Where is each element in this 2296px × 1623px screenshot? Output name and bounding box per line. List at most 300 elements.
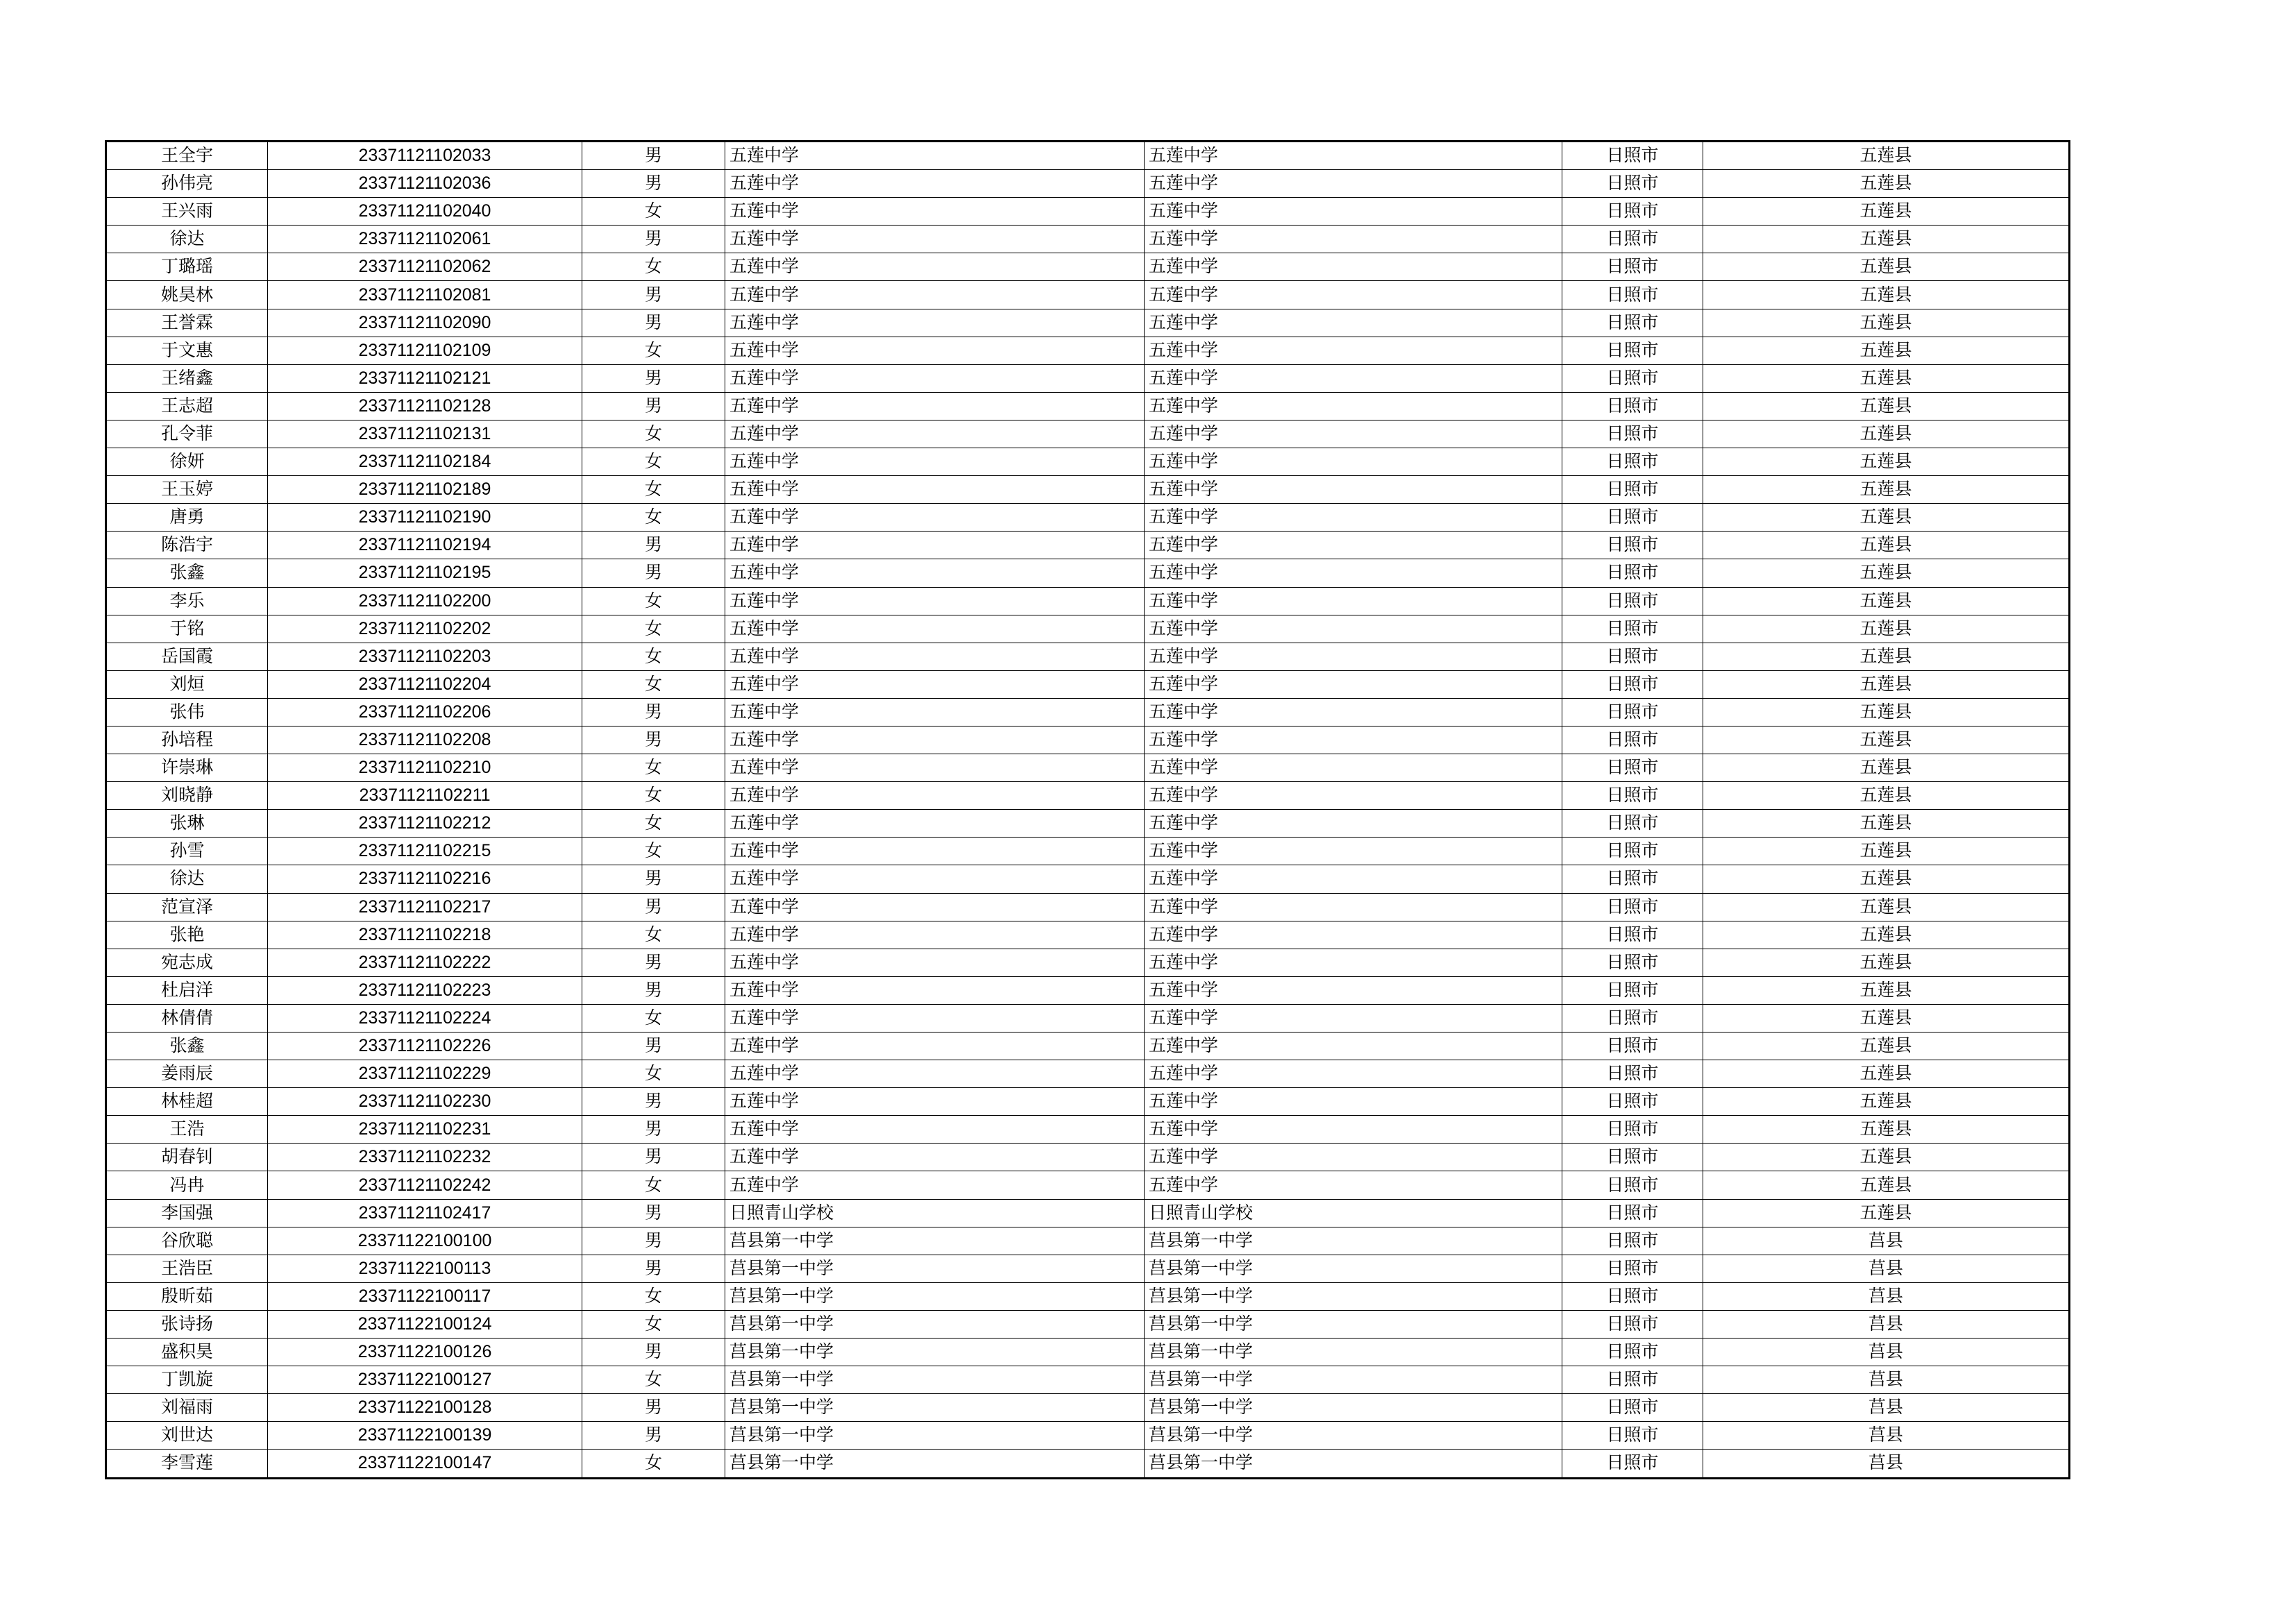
table-row — [106, 1366, 2070, 1394]
cell-sex: 女 — [582, 1366, 725, 1394]
cell-county: 五莲县 — [1703, 1060, 2070, 1088]
cell-school: 五莲中学 — [725, 1171, 1145, 1199]
table-row — [106, 1282, 2070, 1310]
cell-exam: 五莲中学 — [1145, 476, 1562, 504]
table-row — [106, 1144, 2070, 1171]
table-row — [106, 364, 2070, 392]
cell-name: 殷昕茹 — [106, 1282, 268, 1310]
cell-sex: 女 — [582, 1004, 725, 1032]
cell-county: 五莲县 — [1703, 198, 2070, 226]
table-row — [106, 921, 2070, 949]
cell-city: 日照市 — [1562, 615, 1703, 643]
cell-county: 五莲县 — [1703, 142, 2070, 170]
cell-county: 五莲县 — [1703, 921, 2070, 949]
cell-name: 丁璐瑶 — [106, 253, 268, 281]
cell-county: 五莲县 — [1703, 810, 2070, 838]
table-row — [106, 1116, 2070, 1144]
cell-county: 五莲县 — [1703, 587, 2070, 615]
cell-school: 五莲中学 — [725, 1033, 1145, 1060]
cell-id: 23371122100127 — [268, 1366, 582, 1394]
cell-name: 刘烜 — [106, 670, 268, 698]
cell-city: 日照市 — [1562, 754, 1703, 782]
cell-city: 日照市 — [1562, 309, 1703, 337]
cell-city: 日照市 — [1562, 838, 1703, 865]
cell-id: 23371122100113 — [268, 1255, 582, 1282]
cell-school: 五莲中学 — [725, 587, 1145, 615]
cell-city: 日照市 — [1562, 226, 1703, 253]
cell-county: 莒县 — [1703, 1394, 2070, 1422]
cell-name: 孔令菲 — [106, 420, 268, 448]
cell-county: 五莲县 — [1703, 337, 2070, 364]
cell-name: 张鑫 — [106, 1033, 268, 1060]
cell-county: 五莲县 — [1703, 1144, 2070, 1171]
cell-name: 徐达 — [106, 865, 268, 893]
table-row — [106, 559, 2070, 587]
cell-school: 五莲中学 — [725, 698, 1145, 726]
cell-school: 五莲中学 — [725, 142, 1145, 170]
table-row — [106, 309, 2070, 337]
cell-name: 张伟 — [106, 698, 268, 726]
cell-id: 23371121102217 — [268, 893, 582, 921]
cell-exam: 五莲中学 — [1145, 587, 1562, 615]
cell-school: 五莲中学 — [725, 532, 1145, 559]
table-row — [106, 1088, 2070, 1116]
cell-city: 日照市 — [1562, 281, 1703, 309]
cell-sex: 男 — [582, 1227, 725, 1255]
cell-exam: 莒县第一中学 — [1145, 1339, 1562, 1366]
cell-school: 五莲中学 — [725, 420, 1145, 448]
cell-sex: 男 — [582, 281, 725, 309]
cell-exam: 莒县第一中学 — [1145, 1310, 1562, 1338]
cell-exam: 五莲中学 — [1145, 1116, 1562, 1144]
cell-exam: 五莲中学 — [1145, 142, 1562, 170]
cell-sex: 男 — [582, 532, 725, 559]
cell-exam: 五莲中学 — [1145, 364, 1562, 392]
cell-school: 五莲中学 — [725, 253, 1145, 281]
cell-county: 五莲县 — [1703, 949, 2070, 976]
cell-school: 五莲中学 — [725, 504, 1145, 532]
cell-sex: 男 — [582, 865, 725, 893]
table-row — [106, 420, 2070, 448]
cell-city: 日照市 — [1562, 420, 1703, 448]
cell-name: 张诗扬 — [106, 1310, 268, 1338]
cell-sex: 女 — [582, 504, 725, 532]
cell-school: 莒县第一中学 — [725, 1422, 1145, 1450]
cell-city: 日照市 — [1562, 921, 1703, 949]
cell-name: 岳国霞 — [106, 643, 268, 670]
cell-name: 徐达 — [106, 226, 268, 253]
table-row — [106, 754, 2070, 782]
roster-table — [105, 140, 2070, 1479]
cell-id: 23371121102200 — [268, 587, 582, 615]
cell-county: 莒县 — [1703, 1422, 2070, 1450]
cell-county: 五莲县 — [1703, 392, 2070, 420]
cell-exam: 五莲中学 — [1145, 392, 1562, 420]
cell-city: 日照市 — [1562, 1060, 1703, 1088]
cell-city: 日照市 — [1562, 670, 1703, 698]
cell-name: 张琳 — [106, 810, 268, 838]
cell-county: 五莲县 — [1703, 476, 2070, 504]
cell-name: 许崇琳 — [106, 754, 268, 782]
cell-county: 五莲县 — [1703, 698, 2070, 726]
table-row — [106, 976, 2070, 1004]
cell-school: 五莲中学 — [725, 893, 1145, 921]
table-row — [106, 838, 2070, 865]
cell-sex: 女 — [582, 253, 725, 281]
cell-name: 张艳 — [106, 921, 268, 949]
cell-sex: 男 — [582, 1116, 725, 1144]
table-row — [106, 1060, 2070, 1088]
cell-school: 五莲中学 — [725, 309, 1145, 337]
roster-sheet — [105, 140, 2068, 1479]
cell-school: 五莲中学 — [725, 198, 1145, 226]
cell-exam: 五莲中学 — [1145, 670, 1562, 698]
cell-name: 于铭 — [106, 615, 268, 643]
cell-name: 李雪莲 — [106, 1450, 268, 1478]
cell-school: 莒县第一中学 — [725, 1339, 1145, 1366]
cell-exam: 五莲中学 — [1145, 198, 1562, 226]
cell-name: 李国强 — [106, 1199, 268, 1227]
cell-school: 五莲中学 — [725, 448, 1145, 476]
cell-sex: 女 — [582, 1450, 725, 1478]
cell-city: 日照市 — [1562, 253, 1703, 281]
cell-school: 莒县第一中学 — [725, 1310, 1145, 1338]
cell-name: 姜雨辰 — [106, 1060, 268, 1088]
cell-sex: 女 — [582, 670, 725, 698]
cell-name: 宛志成 — [106, 949, 268, 976]
cell-id: 23371121102242 — [268, 1171, 582, 1199]
cell-school: 莒县第一中学 — [725, 1450, 1145, 1478]
table-row — [106, 1227, 2070, 1255]
cell-city: 日照市 — [1562, 893, 1703, 921]
cell-id: 23371121102224 — [268, 1004, 582, 1032]
cell-county: 五莲县 — [1703, 1033, 2070, 1060]
cell-id: 23371121102131 — [268, 420, 582, 448]
cell-exam: 五莲中学 — [1145, 504, 1562, 532]
table-row — [106, 893, 2070, 921]
cell-exam: 五莲中学 — [1145, 337, 1562, 364]
cell-sex: 女 — [582, 1310, 725, 1338]
cell-school: 五莲中学 — [725, 337, 1145, 364]
cell-name: 刘世达 — [106, 1422, 268, 1450]
cell-sex: 女 — [582, 1282, 725, 1310]
cell-id: 23371121102061 — [268, 226, 582, 253]
cell-city: 日照市 — [1562, 1171, 1703, 1199]
cell-sex: 男 — [582, 893, 725, 921]
cell-id: 23371121102121 — [268, 364, 582, 392]
cell-county: 五莲县 — [1703, 782, 2070, 810]
cell-county: 莒县 — [1703, 1310, 2070, 1338]
cell-sex: 女 — [582, 754, 725, 782]
cell-exam: 五莲中学 — [1145, 559, 1562, 587]
cell-county: 五莲县 — [1703, 364, 2070, 392]
cell-name: 孙培程 — [106, 726, 268, 754]
cell-exam: 莒县第一中学 — [1145, 1227, 1562, 1255]
cell-city: 日照市 — [1562, 1088, 1703, 1116]
cell-id: 23371121102216 — [268, 865, 582, 893]
cell-school: 五莲中学 — [725, 810, 1145, 838]
table-row — [106, 615, 2070, 643]
table-row — [106, 1394, 2070, 1422]
cell-school: 五莲中学 — [725, 976, 1145, 1004]
cell-sex: 男 — [582, 1088, 725, 1116]
cell-school: 五莲中学 — [725, 1060, 1145, 1088]
cell-exam: 五莲中学 — [1145, 893, 1562, 921]
cell-sex: 男 — [582, 1199, 725, 1227]
cell-sex: 女 — [582, 810, 725, 838]
cell-id: 23371121102195 — [268, 559, 582, 587]
cell-exam: 莒县第一中学 — [1145, 1255, 1562, 1282]
table-row — [106, 170, 2070, 198]
cell-id: 23371121102230 — [268, 1088, 582, 1116]
cell-id: 23371121102062 — [268, 253, 582, 281]
cell-name: 张鑫 — [106, 559, 268, 587]
cell-city: 日照市 — [1562, 782, 1703, 810]
cell-county: 五莲县 — [1703, 1004, 2070, 1032]
cell-id: 23371121102090 — [268, 309, 582, 337]
cell-city: 日照市 — [1562, 643, 1703, 670]
cell-exam: 五莲中学 — [1145, 448, 1562, 476]
cell-name: 王全宇 — [106, 142, 268, 170]
cell-sex: 女 — [582, 921, 725, 949]
cell-city: 日照市 — [1562, 392, 1703, 420]
cell-city: 日照市 — [1562, 1116, 1703, 1144]
cell-school: 五莲中学 — [725, 1144, 1145, 1171]
table-row — [106, 1339, 2070, 1366]
cell-exam: 五莲中学 — [1145, 170, 1562, 198]
cell-city: 日照市 — [1562, 1199, 1703, 1227]
cell-id: 23371121102229 — [268, 1060, 582, 1088]
cell-id: 23371121102231 — [268, 1116, 582, 1144]
cell-id: 23371121102417 — [268, 1199, 582, 1227]
cell-exam: 五莲中学 — [1145, 782, 1562, 810]
cell-name: 徐妍 — [106, 448, 268, 476]
cell-school: 五莲中学 — [725, 754, 1145, 782]
cell-id: 23371121102210 — [268, 754, 582, 782]
cell-school: 五莲中学 — [725, 615, 1145, 643]
cell-exam: 五莲中学 — [1145, 1171, 1562, 1199]
table-row — [106, 392, 2070, 420]
cell-exam: 五莲中学 — [1145, 810, 1562, 838]
cell-exam: 五莲中学 — [1145, 615, 1562, 643]
table-row — [106, 782, 2070, 810]
cell-id: 23371121102222 — [268, 949, 582, 976]
table-row — [106, 1199, 2070, 1227]
cell-name: 胡春钊 — [106, 1144, 268, 1171]
table-row — [106, 226, 2070, 253]
cell-county: 五莲县 — [1703, 253, 2070, 281]
cell-sex: 女 — [582, 615, 725, 643]
cell-sex: 男 — [582, 698, 725, 726]
cell-id: 23371121102040 — [268, 198, 582, 226]
cell-id: 23371121102218 — [268, 921, 582, 949]
cell-exam: 五莲中学 — [1145, 420, 1562, 448]
cell-city: 日照市 — [1562, 1310, 1703, 1338]
cell-sex: 女 — [582, 1171, 725, 1199]
cell-county: 五莲县 — [1703, 559, 2070, 587]
cell-name: 于文惠 — [106, 337, 268, 364]
table-row — [106, 1450, 2070, 1478]
table-row — [106, 1310, 2070, 1338]
cell-county: 莒县 — [1703, 1339, 2070, 1366]
cell-city: 日照市 — [1562, 559, 1703, 587]
cell-county: 五莲县 — [1703, 532, 2070, 559]
cell-city: 日照市 — [1562, 1422, 1703, 1450]
cell-sex: 女 — [582, 1060, 725, 1088]
cell-exam: 莒县第一中学 — [1145, 1282, 1562, 1310]
cell-city: 日照市 — [1562, 1366, 1703, 1394]
cell-sex: 男 — [582, 364, 725, 392]
cell-exam: 五莲中学 — [1145, 1060, 1562, 1088]
cell-exam: 五莲中学 — [1145, 865, 1562, 893]
cell-name: 王绪鑫 — [106, 364, 268, 392]
cell-id: 23371122100117 — [268, 1282, 582, 1310]
cell-id: 23371121102208 — [268, 726, 582, 754]
table-row — [106, 504, 2070, 532]
cell-city: 日照市 — [1562, 698, 1703, 726]
table-row — [106, 198, 2070, 226]
cell-city: 日照市 — [1562, 976, 1703, 1004]
cell-city: 日照市 — [1562, 1450, 1703, 1478]
cell-exam: 莒县第一中学 — [1145, 1394, 1562, 1422]
cell-name: 王兴雨 — [106, 198, 268, 226]
cell-name: 陈浩宇 — [106, 532, 268, 559]
cell-school: 五莲中学 — [725, 281, 1145, 309]
cell-sex: 男 — [582, 1394, 725, 1422]
cell-school: 五莲中学 — [725, 949, 1145, 976]
table-row — [106, 476, 2070, 504]
cell-school: 莒县第一中学 — [725, 1227, 1145, 1255]
cell-sex: 男 — [582, 309, 725, 337]
cell-exam: 日照青山学校 — [1145, 1199, 1562, 1227]
cell-city: 日照市 — [1562, 1394, 1703, 1422]
cell-city: 日照市 — [1562, 476, 1703, 504]
cell-exam: 五莲中学 — [1145, 253, 1562, 281]
cell-id: 23371121102206 — [268, 698, 582, 726]
cell-sex: 男 — [582, 226, 725, 253]
cell-school: 日照青山学校 — [725, 1199, 1145, 1227]
cell-sex: 女 — [582, 838, 725, 865]
cell-county: 五莲县 — [1703, 670, 2070, 698]
cell-county: 五莲县 — [1703, 615, 2070, 643]
cell-exam: 五莲中学 — [1145, 726, 1562, 754]
cell-sex: 女 — [582, 198, 725, 226]
cell-county: 五莲县 — [1703, 309, 2070, 337]
cell-id: 23371121102211 — [268, 782, 582, 810]
table-row — [106, 643, 2070, 670]
table-row — [106, 253, 2070, 281]
cell-sex: 女 — [582, 476, 725, 504]
cell-county: 五莲县 — [1703, 170, 2070, 198]
cell-name: 林倩倩 — [106, 1004, 268, 1032]
cell-id: 23371121102128 — [268, 392, 582, 420]
cell-city: 日照市 — [1562, 1033, 1703, 1060]
cell-exam: 五莲中学 — [1145, 754, 1562, 782]
cell-exam: 五莲中学 — [1145, 281, 1562, 309]
cell-county: 五莲县 — [1703, 838, 2070, 865]
cell-id: 23371122100139 — [268, 1422, 582, 1450]
cell-exam: 五莲中学 — [1145, 698, 1562, 726]
table-row — [106, 1171, 2070, 1199]
cell-exam: 五莲中学 — [1145, 949, 1562, 976]
cell-name: 王志超 — [106, 392, 268, 420]
cell-name: 唐勇 — [106, 504, 268, 532]
table-row — [106, 142, 2070, 170]
cell-exam: 五莲中学 — [1145, 921, 1562, 949]
cell-city: 日照市 — [1562, 1255, 1703, 1282]
cell-exam: 五莲中学 — [1145, 643, 1562, 670]
cell-name: 王浩 — [106, 1116, 268, 1144]
cell-id: 23371122100100 — [268, 1227, 582, 1255]
cell-sex: 男 — [582, 1339, 725, 1366]
cell-county: 五莲县 — [1703, 726, 2070, 754]
cell-county: 五莲县 — [1703, 754, 2070, 782]
cell-id: 23371122100124 — [268, 1310, 582, 1338]
cell-exam: 五莲中学 — [1145, 838, 1562, 865]
cell-county: 五莲县 — [1703, 504, 2070, 532]
table-row — [106, 587, 2070, 615]
cell-school: 五莲中学 — [725, 1004, 1145, 1032]
table-row — [106, 448, 2070, 476]
cell-county: 五莲县 — [1703, 281, 2070, 309]
cell-name: 姚昊林 — [106, 281, 268, 309]
cell-name: 王誉霖 — [106, 309, 268, 337]
cell-city: 日照市 — [1562, 1144, 1703, 1171]
cell-city: 日照市 — [1562, 532, 1703, 559]
table-row — [106, 865, 2070, 893]
cell-name: 孙伟亮 — [106, 170, 268, 198]
cell-id: 23371121102215 — [268, 838, 582, 865]
cell-county: 五莲县 — [1703, 976, 2070, 1004]
cell-name: 杜启洋 — [106, 976, 268, 1004]
cell-county: 五莲县 — [1703, 420, 2070, 448]
cell-name: 范宣泽 — [106, 893, 268, 921]
cell-id: 23371121102212 — [268, 810, 582, 838]
cell-id: 23371121102226 — [268, 1033, 582, 1060]
cell-name: 李乐 — [106, 587, 268, 615]
cell-sex: 女 — [582, 448, 725, 476]
cell-city: 日照市 — [1562, 337, 1703, 364]
cell-city: 日照市 — [1562, 1004, 1703, 1032]
cell-county: 五莲县 — [1703, 1199, 2070, 1227]
cell-exam: 五莲中学 — [1145, 1033, 1562, 1060]
cell-name: 谷欣聪 — [106, 1227, 268, 1255]
cell-city: 日照市 — [1562, 504, 1703, 532]
cell-exam: 莒县第一中学 — [1145, 1450, 1562, 1478]
cell-county: 莒县 — [1703, 1227, 2070, 1255]
cell-sex: 男 — [582, 142, 725, 170]
cell-id: 23371122100147 — [268, 1450, 582, 1478]
cell-name: 盛积昊 — [106, 1339, 268, 1366]
cell-school: 五莲中学 — [725, 226, 1145, 253]
cell-sex: 男 — [582, 976, 725, 1004]
cell-city: 日照市 — [1562, 142, 1703, 170]
table-row — [106, 698, 2070, 726]
cell-city: 日照市 — [1562, 448, 1703, 476]
cell-exam: 五莲中学 — [1145, 976, 1562, 1004]
cell-exam: 莒县第一中学 — [1145, 1422, 1562, 1450]
cell-county: 莒县 — [1703, 1450, 2070, 1478]
cell-sex: 男 — [582, 1255, 725, 1282]
cell-city: 日照市 — [1562, 587, 1703, 615]
cell-id: 23371121102232 — [268, 1144, 582, 1171]
cell-id: 23371121102184 — [268, 448, 582, 476]
cell-school: 五莲中学 — [725, 865, 1145, 893]
table-row — [106, 337, 2070, 364]
cell-school: 莒县第一中学 — [725, 1366, 1145, 1394]
cell-id: 23371121102033 — [268, 142, 582, 170]
cell-city: 日照市 — [1562, 1339, 1703, 1366]
